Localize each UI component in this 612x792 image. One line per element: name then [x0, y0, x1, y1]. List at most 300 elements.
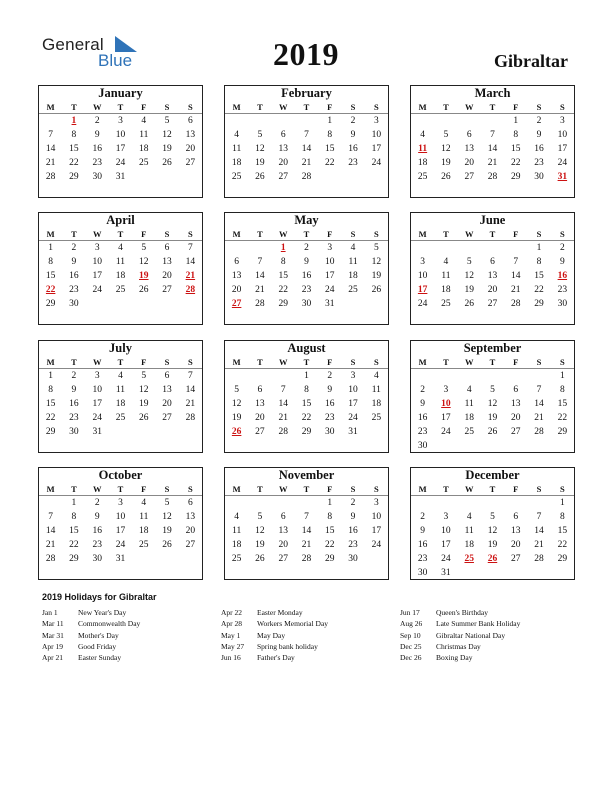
day-cell: 19	[255, 540, 265, 550]
weekday-header: T	[117, 484, 124, 494]
weekday-header: M	[46, 357, 55, 367]
day-cell: 23	[92, 158, 102, 168]
day-cell: 15	[511, 144, 521, 154]
empty-cell	[39, 496, 62, 511]
day-cell: 4	[118, 371, 123, 381]
holiday-day-cell: 27	[231, 299, 242, 309]
weekday-header: S	[350, 102, 356, 112]
weekday-header: T	[257, 229, 263, 239]
weekday-header: T	[257, 484, 263, 494]
empty-cell	[248, 496, 271, 511]
day-cell: 12	[487, 526, 498, 536]
day-cell: 23	[69, 285, 79, 295]
day-cell: 3	[350, 371, 356, 381]
day-cell: 19	[162, 144, 172, 154]
day-cell: 13	[185, 512, 196, 522]
day-cell: 3	[443, 512, 449, 522]
weekday-header: S	[350, 357, 356, 367]
day-cell: 2	[559, 243, 565, 253]
holiday-date: Apr 28	[221, 619, 243, 629]
weekday-header: T	[303, 357, 310, 367]
day-cell: 24	[115, 158, 126, 168]
day-cell: 4	[466, 512, 472, 522]
day-cell: 25	[139, 540, 149, 550]
day-cell: 7	[513, 257, 519, 267]
weekday-header: T	[71, 484, 77, 494]
day-cell: 29	[69, 172, 79, 182]
holiday-day-cell: 22	[45, 285, 56, 295]
day-cell: 15	[557, 399, 568, 409]
day-cell: 1	[559, 498, 565, 508]
empty-cell	[225, 496, 248, 511]
holiday-entry	[400, 607, 520, 618]
empty-cell	[411, 369, 434, 384]
weekday-header: F	[141, 357, 147, 367]
weekday-header: M	[418, 357, 427, 367]
day-cell: 15	[325, 526, 335, 536]
day-cell: 13	[278, 144, 288, 154]
month-name: March	[474, 86, 511, 100]
empty-cell	[527, 566, 550, 580]
weekday-header: M	[418, 229, 427, 239]
day-cell: 13	[487, 271, 498, 281]
holiday-column	[400, 607, 520, 663]
day-cell: 28	[185, 413, 196, 423]
weekday-header: S	[373, 357, 379, 367]
weekday-header: T	[489, 357, 496, 367]
day-cell: 15	[278, 271, 288, 281]
weekday-header: T	[117, 102, 124, 112]
day-cell: 8	[513, 130, 519, 140]
day-cell: 15	[534, 271, 544, 281]
country-name: Gibraltar	[494, 51, 568, 71]
empty-cell	[132, 552, 155, 566]
holiday-column	[42, 607, 140, 663]
day-cell: 24	[92, 413, 102, 423]
day-cell: 6	[513, 385, 519, 395]
day-cell: 4	[466, 385, 472, 395]
day-cell: 21	[185, 399, 196, 409]
month-november	[224, 467, 389, 580]
weekday-header: W	[92, 229, 102, 239]
day-cell: 12	[139, 257, 149, 267]
holiday-day-cell: 31	[557, 172, 568, 182]
holiday-date: Dec 26	[400, 653, 422, 663]
month-july	[38, 340, 203, 453]
day-cell: 14	[487, 144, 498, 154]
day-cell: 7	[187, 371, 193, 381]
empty-cell	[551, 439, 574, 453]
day-cell: 3	[373, 116, 379, 126]
day-cell: 25	[231, 554, 242, 564]
weekday-header: M	[46, 102, 55, 112]
weekday-header: F	[327, 229, 333, 239]
day-cell: 18	[231, 158, 242, 168]
day-cell: 26	[139, 413, 149, 423]
day-cell: 3	[373, 498, 379, 508]
empty-cell	[248, 241, 271, 256]
empty-cell	[155, 170, 178, 184]
day-cell: 25	[441, 299, 451, 309]
holiday-day-cell: 1	[71, 116, 77, 126]
day-cell: 4	[350, 243, 356, 253]
weekday-header: S	[373, 484, 379, 494]
holiday-entry	[221, 652, 328, 663]
day-cell: 3	[94, 243, 100, 253]
empty-cell	[272, 496, 295, 511]
day-cell: 15	[69, 526, 79, 536]
day-cell: 17	[348, 399, 358, 409]
day-cell: 15	[45, 399, 56, 409]
day-cell: 7	[48, 512, 54, 522]
day-cell: 31	[441, 568, 451, 578]
month-name: February	[281, 86, 332, 100]
day-cell: 5	[490, 512, 495, 522]
day-cell: 21	[45, 158, 56, 168]
day-cell: 28	[45, 172, 56, 182]
day-cell: 26	[255, 554, 265, 564]
empty-cell	[155, 297, 178, 311]
weekday-header: T	[71, 357, 77, 367]
day-cell: 28	[487, 172, 498, 182]
empty-cell	[341, 170, 364, 184]
empty-cell	[179, 552, 202, 566]
weekday-header: S	[373, 229, 379, 239]
day-cell: 21	[301, 158, 312, 168]
day-cell: 24	[371, 158, 382, 168]
day-cell: 2	[420, 512, 426, 522]
day-cell: 17	[557, 144, 568, 154]
day-cell: 7	[48, 130, 54, 140]
day-cell: 19	[231, 413, 242, 423]
day-cell: 12	[255, 144, 265, 154]
day-cell: 8	[48, 257, 54, 267]
day-cell: 31	[348, 427, 358, 437]
day-cell: 12	[162, 512, 172, 522]
month-name: November	[278, 468, 335, 482]
day-cell: 11	[348, 257, 358, 267]
day-cell: 10	[92, 385, 102, 395]
day-cell: 22	[301, 413, 312, 423]
day-cell: 25	[417, 172, 428, 182]
weekday-header: T	[257, 102, 263, 112]
month-name: December	[465, 468, 520, 482]
day-cell: 4	[141, 498, 147, 508]
day-cell: 6	[490, 257, 495, 267]
day-cell: 3	[94, 371, 100, 381]
month-august	[224, 340, 389, 453]
holiday-name: Good Friday	[78, 641, 117, 651]
empty-cell	[411, 496, 434, 511]
holiday-entry	[400, 652, 520, 663]
empty-cell	[481, 369, 504, 384]
day-cell: 13	[231, 271, 242, 281]
weekday-header: S	[350, 484, 356, 494]
holiday-name: Queen's Birthday	[436, 608, 488, 617]
empty-cell	[179, 297, 202, 311]
day-cell: 15	[69, 144, 79, 154]
day-cell: 12	[162, 130, 172, 140]
day-cell: 9	[304, 257, 309, 267]
weekday-header: T	[303, 229, 310, 239]
day-cell: 24	[115, 540, 126, 550]
day-cell: 28	[534, 427, 544, 437]
empty-cell	[458, 114, 481, 129]
weekday-header: S	[187, 102, 193, 112]
empty-cell	[504, 496, 527, 511]
day-cell: 13	[162, 257, 172, 267]
holiday-name: Mother's Day	[78, 630, 119, 640]
day-cell: 6	[513, 512, 519, 522]
day-cell: 14	[45, 526, 56, 536]
day-cell: 18	[464, 540, 474, 550]
day-cell: 25	[348, 285, 358, 295]
day-cell: 15	[557, 526, 568, 536]
day-cell: 8	[280, 257, 286, 267]
day-cell: 4	[373, 371, 379, 381]
weekday-header: T	[489, 229, 496, 239]
day-cell: 3	[118, 116, 123, 126]
empty-cell	[132, 170, 155, 184]
day-cell: 5	[164, 498, 170, 508]
month-june	[410, 212, 575, 325]
weekday-header: T	[489, 102, 496, 112]
day-cell: 31	[115, 554, 126, 564]
day-cell: 24	[325, 285, 335, 295]
day-cell: 22	[325, 158, 335, 168]
day-cell: 18	[348, 271, 358, 281]
month-may	[224, 212, 389, 325]
month-september	[410, 340, 575, 453]
empty-cell	[458, 369, 481, 384]
month-name: July	[109, 341, 132, 355]
day-cell: 19	[255, 158, 265, 168]
day-cell: 19	[441, 158, 451, 168]
month-name: September	[463, 341, 522, 355]
empty-cell	[155, 425, 178, 439]
holiday-day-cell: 26	[231, 427, 242, 437]
empty-cell	[411, 241, 434, 256]
day-cell: 14	[45, 144, 56, 154]
day-cell: 13	[511, 526, 521, 536]
day-cell: 23	[348, 540, 358, 550]
day-cell: 8	[327, 130, 333, 140]
weekday-header: M	[232, 102, 241, 112]
day-cell: 8	[536, 257, 542, 267]
day-cell: 21	[511, 285, 521, 295]
day-cell: 4	[234, 512, 240, 522]
holiday-day-cell: 11	[418, 144, 428, 154]
day-cell: 13	[185, 130, 196, 140]
day-cell: 13	[255, 399, 265, 409]
month-name: April	[106, 213, 135, 227]
day-cell: 17	[441, 413, 451, 423]
empty-cell	[411, 114, 434, 129]
weekday-header: T	[71, 102, 77, 112]
weekday-header: F	[327, 484, 333, 494]
holiday-name: Father's Day	[257, 653, 295, 663]
day-cell: 19	[464, 285, 474, 295]
day-cell: 26	[371, 285, 382, 295]
day-cell: 9	[94, 512, 100, 522]
day-cell: 7	[280, 385, 286, 395]
day-cell: 25	[139, 158, 149, 168]
empty-cell	[272, 369, 295, 384]
day-cell: 9	[350, 130, 356, 140]
day-cell: 7	[304, 512, 309, 522]
day-cell: 10	[325, 257, 335, 267]
day-cell: 16	[348, 144, 358, 154]
day-cell: 8	[48, 385, 54, 395]
day-cell: 28	[255, 299, 265, 309]
day-cell: 2	[71, 243, 77, 253]
empty-cell	[458, 439, 481, 453]
empty-cell	[132, 297, 155, 311]
weekday-header: S	[373, 102, 379, 112]
weekday-header: M	[46, 484, 55, 494]
day-cell: 20	[511, 413, 521, 423]
holiday-name: Workers Memorial Day	[257, 619, 329, 629]
day-cell: 24	[441, 554, 451, 564]
day-cell: 24	[92, 285, 102, 295]
day-cell: 6	[234, 257, 240, 267]
holiday-date: Sep 10	[400, 630, 421, 640]
empty-cell	[481, 439, 504, 453]
empty-cell	[434, 241, 457, 256]
day-cell: 4	[443, 257, 449, 267]
empty-cell	[504, 241, 527, 256]
day-cell: 1	[327, 498, 333, 508]
empty-cell	[458, 496, 481, 511]
day-cell: 1	[304, 371, 309, 381]
day-cell: 29	[325, 554, 335, 564]
day-cell: 1	[48, 371, 54, 381]
day-cell: 16	[417, 413, 428, 423]
day-cell: 11	[371, 385, 381, 395]
day-cell: 29	[301, 427, 312, 437]
day-cell: 2	[94, 116, 100, 126]
day-cell: 17	[92, 271, 102, 281]
holiday-name: May Day	[257, 630, 286, 640]
day-cell: 30	[557, 299, 568, 309]
month-october	[38, 467, 203, 580]
weekday-header: W	[92, 484, 102, 494]
day-cell: 11	[115, 385, 126, 395]
day-cell: 17	[371, 144, 382, 154]
day-cell: 30	[92, 172, 102, 182]
empty-cell	[458, 241, 481, 256]
day-cell: 14	[301, 144, 312, 154]
day-cell: 12	[441, 144, 451, 154]
day-cell: 20	[464, 158, 474, 168]
holiday-entry	[42, 630, 140, 641]
day-cell: 29	[278, 299, 288, 309]
day-cell: 16	[348, 526, 358, 536]
day-cell: 23	[92, 540, 102, 550]
day-cell: 27	[162, 413, 172, 423]
empty-cell	[504, 566, 527, 580]
weekday-header: F	[513, 484, 519, 494]
day-cell: 6	[257, 385, 263, 395]
day-cell: 14	[185, 257, 196, 267]
empty-cell	[551, 566, 574, 580]
holiday-day-cell: 25	[464, 554, 474, 564]
day-cell: 17	[115, 526, 126, 536]
day-cell: 30	[69, 427, 79, 437]
weekday-header: T	[71, 229, 77, 239]
day-cell: 19	[487, 413, 498, 423]
holiday-entry	[221, 630, 328, 641]
day-cell: 3	[118, 498, 123, 508]
day-cell: 13	[278, 526, 288, 536]
day-cell: 3	[559, 116, 565, 126]
empty-cell	[504, 369, 527, 384]
day-cell: 16	[69, 399, 79, 409]
day-cell: 20	[487, 285, 498, 295]
day-cell: 4	[420, 130, 426, 140]
day-cell: 28	[45, 554, 56, 564]
day-cell: 21	[278, 413, 288, 423]
holiday-date: Mar 31	[42, 630, 64, 640]
holiday-name: Easter Sunday	[78, 653, 122, 663]
holiday-date: Apr 19	[42, 641, 64, 651]
day-cell: 30	[534, 172, 544, 182]
weekday-header: S	[350, 229, 356, 239]
day-cell: 27	[162, 285, 172, 295]
day-cell: 6	[187, 116, 193, 126]
weekday-header: W	[464, 484, 474, 494]
month-december	[410, 467, 575, 580]
weekday-header: S	[559, 484, 565, 494]
day-cell: 2	[71, 371, 77, 381]
day-cell: 29	[45, 427, 56, 437]
day-cell: 27	[464, 172, 474, 182]
day-cell: 26	[441, 172, 451, 182]
holiday-column	[221, 607, 328, 663]
day-cell: 5	[443, 130, 449, 140]
day-cell: 20	[255, 413, 265, 423]
day-cell: 21	[534, 413, 544, 423]
day-cell: 1	[559, 371, 565, 381]
day-cell: 26	[255, 172, 265, 182]
holiday-day-cell: 17	[417, 285, 428, 295]
day-cell: 5	[466, 257, 472, 267]
day-cell: 12	[464, 271, 474, 281]
day-cell: 5	[234, 385, 240, 395]
day-cell: 27	[255, 427, 265, 437]
day-cell: 21	[45, 540, 56, 550]
empty-cell	[272, 114, 295, 129]
holiday-day-cell: 1	[280, 243, 286, 253]
day-cell: 4	[118, 243, 123, 253]
empty-cell	[341, 297, 364, 311]
empty-cell	[434, 369, 457, 384]
day-cell: 7	[304, 130, 309, 140]
weekday-header: T	[303, 484, 310, 494]
holiday-day-cell: 16	[557, 271, 568, 281]
empty-cell	[39, 114, 62, 129]
holiday-date: Aug 26	[400, 619, 423, 629]
weekday-header: W	[278, 102, 288, 112]
month-march	[410, 85, 575, 198]
weekday-header: T	[303, 102, 310, 112]
day-cell: 18	[371, 399, 382, 409]
day-cell: 18	[139, 526, 149, 536]
empty-cell	[295, 496, 318, 511]
day-cell: 23	[534, 158, 544, 168]
day-cell: 25	[464, 427, 474, 437]
holiday-entry	[221, 641, 328, 652]
